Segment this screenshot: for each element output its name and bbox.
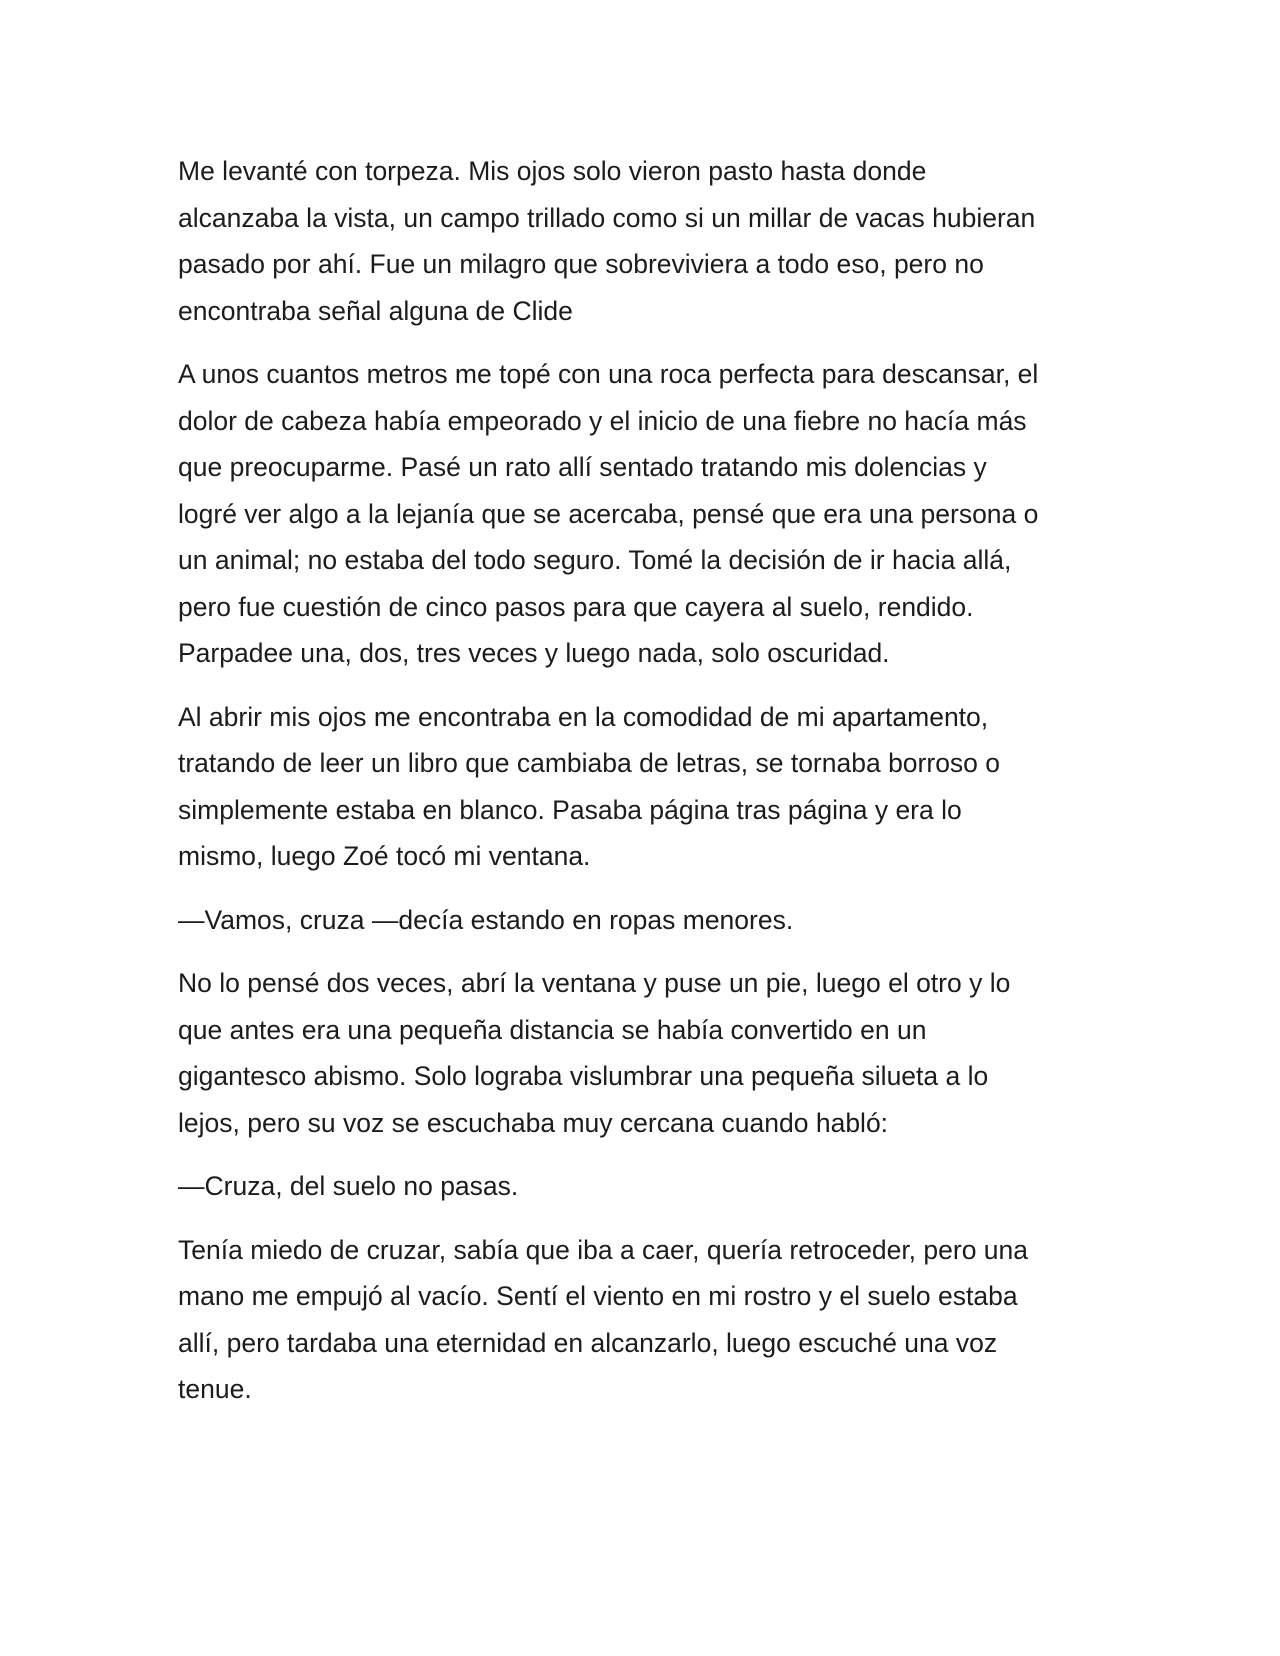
text-line: que preocuparme. Pasé un rato allí sentado tratando mis dolencias y bbox=[178, 452, 987, 482]
text-line: A unos cuantos metros me topé con una roca perfecta para descansar, el bbox=[178, 359, 1039, 389]
text-line: No lo pensé dos veces, abrí la ventana y puse un pie, luego el otro y lo bbox=[178, 968, 1011, 998]
text-line: mismo, luego Zoé tocó mi ventana. bbox=[178, 841, 591, 871]
text-line: tratando de leer un libro que cambiaba de letras, se tornaba borroso o bbox=[178, 748, 1001, 778]
text-line: logré ver algo a la lejanía que se acercaba, pensé que era una persona o bbox=[178, 498, 1039, 529]
text-line: Parpadee una, dos, tres veces y luego nada, solo oscuridad. bbox=[178, 638, 890, 668]
paragraph-5 bbox=[178, 1227, 1108, 1413]
text-line: —Vamos, cruza —decía estando en ropas menores. bbox=[178, 904, 794, 935]
dialogue-1 bbox=[178, 897, 1108, 944]
text-line: alcanzaba la vista, un campo trillado como si un millar de vacas hubieran bbox=[178, 202, 1036, 233]
paragraph-1 bbox=[178, 148, 1108, 334]
text-line: allí, pero tardaba una eternidad en alcanzarlo, luego escuché una voz bbox=[178, 1327, 998, 1358]
text-line: que antes era una pequeña distancia se había convertido en un bbox=[178, 1014, 927, 1045]
text-line: encontraba señal alguna de Clide bbox=[178, 295, 573, 326]
text-line: Me levanté con torpeza. Mis ojos solo vieron pasto hasta donde bbox=[178, 156, 927, 186]
text-line: Al abrir mis ojos me encontraba en la comodidad de mi apartamento, bbox=[178, 701, 989, 732]
text-line: lejos, pero su voz se escuchaba muy cercana cuando habló: bbox=[178, 1107, 889, 1138]
body-text bbox=[178, 148, 1108, 1430]
dialogue-2 bbox=[178, 1163, 1108, 1210]
text-line: dolor de cabeza había empeorado y el inicio de una fiebre no hacía más bbox=[178, 405, 1027, 436]
text-line: un animal; no estaba del todo seguro. Tomé la decisión de ir hacia allá, bbox=[178, 545, 1012, 575]
text-line: —Cruza, del suelo no pasas. bbox=[178, 1171, 519, 1201]
text-line: mano me empujó al vacío. Sentí el viento en mi rostro y el suelo estaba bbox=[178, 1281, 1018, 1311]
text-line: simplemente estaba en blanco. Pasaba página tras página y era lo bbox=[178, 794, 962, 825]
text-line: tenue. bbox=[178, 1374, 252, 1404]
text-line: Tenía miedo de cruzar, sabía que iba a caer, quería retroceder, pero una bbox=[178, 1234, 1029, 1265]
text-line: pasado por ahí. Fue un milagro que sobreviviera a todo eso, pero no bbox=[178, 249, 984, 279]
text-line: gigantesco abismo. Solo lograba vislumbrar una pequeña silueta a lo bbox=[178, 1061, 989, 1091]
paragraph-4 bbox=[178, 960, 1108, 1146]
paragraph-2 bbox=[178, 351, 1108, 677]
text-line: pero fue cuestión de cinco pasos para que cayera al suelo, rendido. bbox=[178, 591, 974, 622]
paragraph-3 bbox=[178, 694, 1108, 880]
